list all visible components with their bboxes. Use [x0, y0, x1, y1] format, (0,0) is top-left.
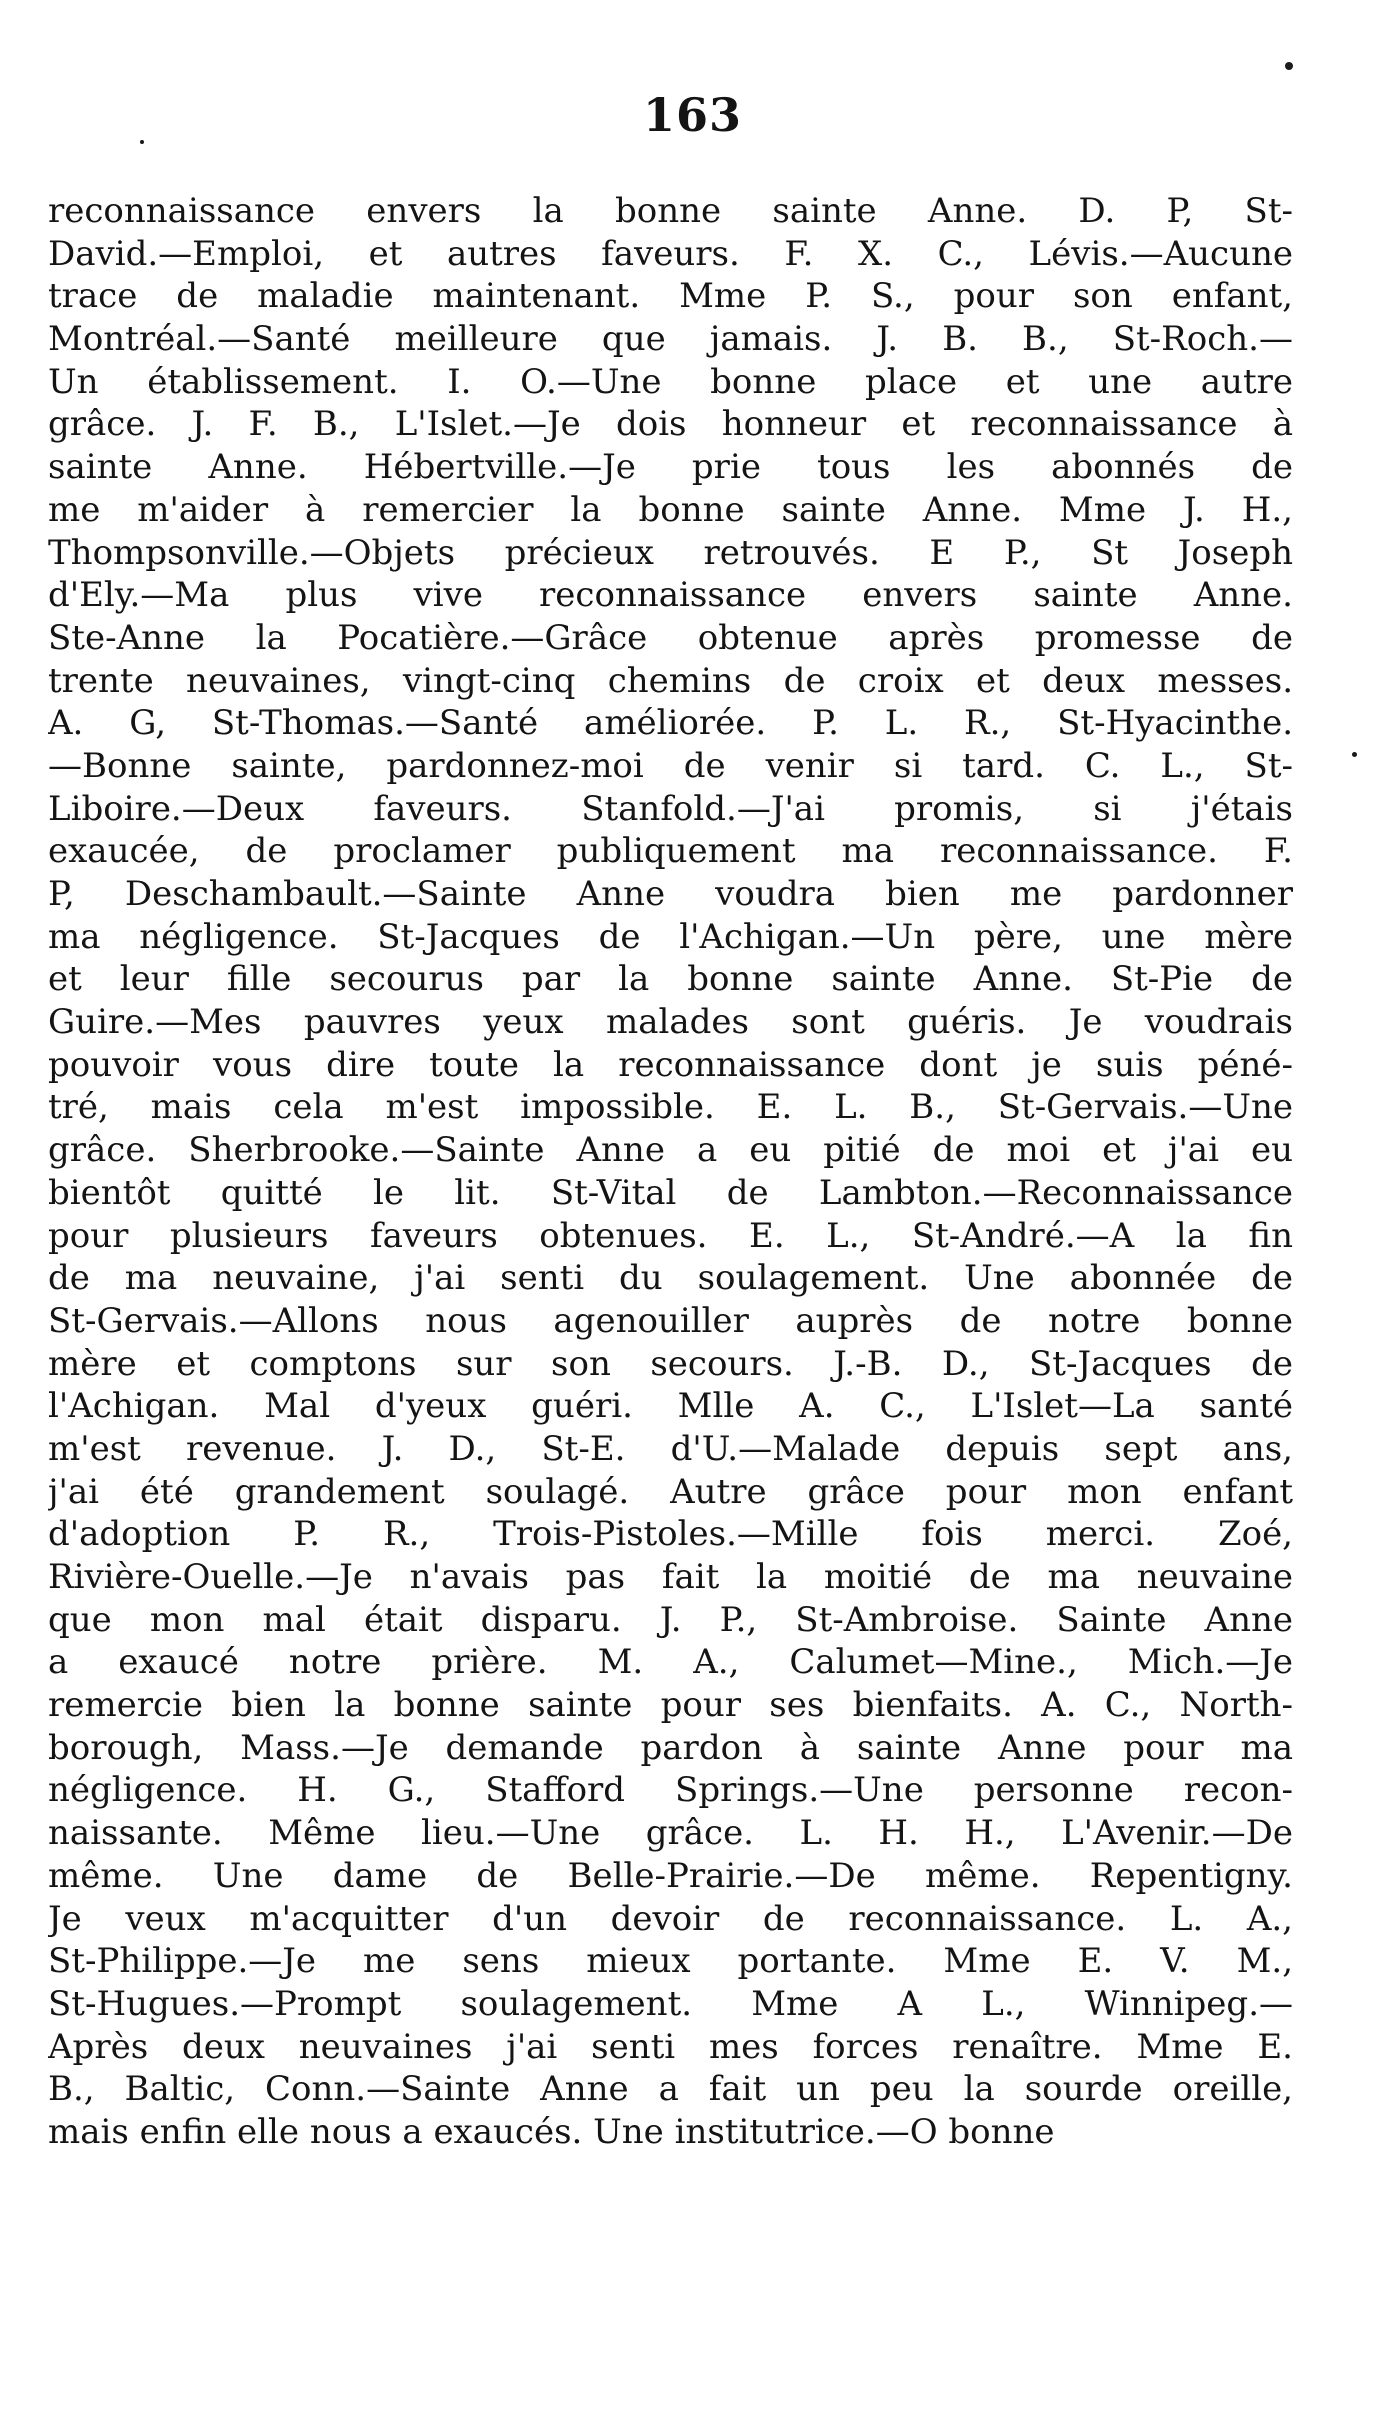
- text-line: d'adoption P. R., Trois-Pistoles.—Mille fois merci. Zoé,: [48, 1514, 1293, 1555]
- text-line: pouvoir vous dire toute la reconnaissance dont je suis péné-: [48, 1044, 1293, 1085]
- text-line: a exaucé notre prière. M. A., Calumet—Mine., Mich.—Je: [48, 1642, 1293, 1683]
- text-line: P, Deschambault.—Sainte Anne voudra bien me pardonner: [48, 874, 1293, 914]
- text-line: grâce. Sherbrooke.—Sainte Anne a eu pitié de moi et j'ai eu: [48, 1130, 1293, 1171]
- text-line: tré, mais cela m'est impossible. E. L. B., St-Gervais.—Une: [48, 1087, 1293, 1128]
- text-line: Après deux neuvaines j'ai senti mes forces renaître. Mme E.: [48, 2026, 1293, 2067]
- text-line: et leur fille secourus par la bonne sainte Anne. St-Pie de: [48, 959, 1293, 1000]
- text-line: mais enfin elle nous a exaucés. Une institutrice.—O bonne: [48, 2111, 1055, 2152]
- text-line: exaucée, de proclamer publiquement ma reconnaissance. F.: [48, 831, 1293, 872]
- text-line: mère et comptons sur son secours. J.-B. D., St-Jacques de: [48, 1343, 1293, 1384]
- text-line: St-Gervais.—Allons nous agenouiller auprès de notre bonne: [48, 1300, 1293, 1341]
- text-line: St-Philippe.—Je me sens mieux portante. Mme E. V. M.,: [48, 1941, 1293, 1982]
- text-line: Rivière-Ouelle.—Je n'avais pas fait la moitié de ma neuvaine: [48, 1557, 1293, 1597]
- text-line: Montréal.—Santé meilleure que jamais. J. B. B., St-Roch.—: [48, 319, 1293, 360]
- text-line: d'Ely.—Ma plus vive reconnaissance envers sainte Anne.: [48, 575, 1293, 616]
- text-line: grâce. J. F. B., L'Islet.—Je dois honneur et reconnaissance à: [48, 404, 1293, 445]
- text-line: Je veux m'acquitter d'un devoir de reconnaissance. L. A.,: [48, 1898, 1293, 1939]
- text-line: borough, Mass.—Je demande pardon à sainte Anne pour ma: [48, 1727, 1293, 1768]
- text-line: m'est revenue. J. D., St-E. d'U.—Malade depuis sept ans,: [48, 1428, 1293, 1469]
- text-line: St-Hugues.—Prompt soulagement. Mme A L., Winnipeg.—: [48, 1983, 1293, 2024]
- text-line: reconnaissance envers la bonne sainte Anne. D. P, St-: [48, 191, 1293, 231]
- text-line: de ma neuvaine, j'ai senti du soulagement. Une abonnée de: [48, 1258, 1293, 1299]
- text-line: Ste-Anne la Pocatière.—Grâce obtenue après promesse de: [48, 617, 1293, 658]
- ink-speck: [140, 140, 144, 144]
- text-line: trente neuvaines, vingt-cinq chemins de croix et deux messes.: [48, 660, 1293, 701]
- page-number: 163: [642, 88, 743, 142]
- text-line: naissante. Même lieu.—Une grâce. L. H. H., L'Avenir.—De: [48, 1813, 1293, 1854]
- text-line: négligence. H. G., Stafford Springs.—Une personne recon-: [48, 1770, 1293, 1811]
- text-line: Thompsonville.—Objets précieux retrouvés. E P., St Joseph: [48, 532, 1293, 573]
- text-line: bientôt quitté le lit. St-Vital de Lambton.—Reconnaissance: [48, 1172, 1293, 1213]
- ink-speck: [1285, 62, 1293, 70]
- text-line: j'ai été grandement soulagé. Autre grâce pour mon enfant: [48, 1471, 1293, 1512]
- text-line: B., Baltic, Conn.—Sainte Anne a fait un peu la sourde oreille,: [48, 2069, 1293, 2110]
- text-line: Liboire.—Deux faveurs. Stanfold.—J'ai promis, si j'étais: [48, 788, 1293, 829]
- text-line: ma négligence. St-Jacques de l'Achigan.—Un père, une mère: [48, 916, 1293, 957]
- text-line: me m'aider à remercier la bonne sainte Anne. Mme J. H.,: [48, 489, 1293, 530]
- text-line: remercie bien la bonne sainte pour ses bienfaits. A. C., North-: [48, 1685, 1293, 1726]
- text-line: trace de maladie maintenant. Mme P. S., pour son enfant,: [48, 276, 1293, 317]
- body-text: [48, 190, 1293, 2154]
- text-line: Guire.—Mes pauvres yeux malades sont guéris. Je voudrais: [48, 1002, 1293, 1043]
- text-line: pour plusieurs faveurs obtenues. E. L., St-André.—A la fin: [48, 1215, 1293, 1256]
- text-line: A. G, St-Thomas.—Santé améliorée. P. L. R., St-Hyacinthe.: [48, 703, 1293, 744]
- text-line: David.—Emploi, et autres faveurs. F. X. C., Lévis.—Aucune: [48, 233, 1293, 274]
- text-line: sainte Anne. Hébertville.—Je prie tous les abonnés de: [48, 447, 1293, 488]
- text-line: même. Une dame de Belle-Prairie.—De même. Repentigny.: [48, 1855, 1293, 1896]
- text-line: l'Achigan. Mal d'yeux guéri. Mlle A. C., L'Islet—La santé: [48, 1386, 1293, 1427]
- text-line: —Bonne sainte, pardonnez-moi de venir si tard. C. L., St-: [48, 745, 1293, 786]
- text-line: que mon mal était disparu. J. P., St-Ambroise. Sainte Anne: [48, 1599, 1293, 1640]
- ink-speck: [1352, 752, 1357, 757]
- text-line: Un établissement. I. O.—Une bonne place et une autre: [48, 361, 1293, 402]
